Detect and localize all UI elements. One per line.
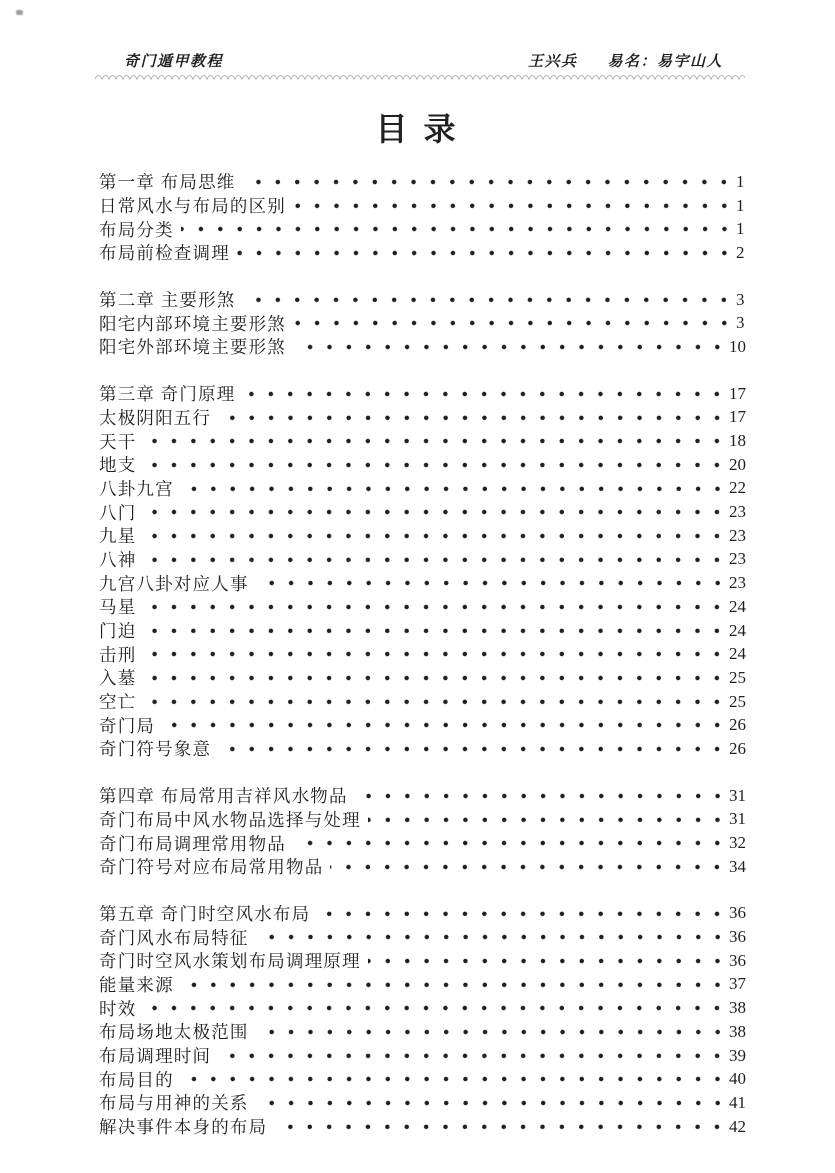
toc-entry-page: 34 <box>729 856 746 876</box>
toc-entry-page: 23 <box>729 549 746 569</box>
toc-title: 目 录 <box>375 111 460 147</box>
dot-leader <box>143 666 728 690</box>
toc-entry-page: 25 <box>729 667 746 687</box>
toc-entry <box>99 642 746 666</box>
toc-entry-label: 奇门布局调理常用物品 <box>99 833 286 854</box>
toc-entry-label: 击刑 <box>99 644 137 665</box>
dot-leader <box>242 382 728 406</box>
toc-entry <box>99 335 746 359</box>
dot-leader <box>181 1067 728 1091</box>
toc-entry-page: 22 <box>729 478 746 498</box>
dot-leader <box>143 690 728 714</box>
toc-entry <box>99 1044 746 1068</box>
toc-entry-page: 17 <box>729 383 746 403</box>
dot-leader <box>256 1091 728 1115</box>
toc-group <box>99 288 746 359</box>
dot-leader <box>242 288 735 312</box>
toc-entry <box>99 902 746 926</box>
toc-entry-page: 3 <box>736 289 745 309</box>
dot-leader <box>218 406 728 430</box>
toc-entry-label: 布局与用神的关系 <box>99 1093 249 1114</box>
toc-entry-label: 第三章 奇门原理 <box>99 384 236 405</box>
toc-entry-label: 门迫 <box>99 621 137 642</box>
toc-entry-label: 八门 <box>99 502 137 523</box>
toc-entry <box>99 382 746 406</box>
toc-entry <box>99 619 746 643</box>
toc-entry <box>99 477 746 501</box>
toc-entry-page: 25 <box>729 691 746 711</box>
toc-group <box>99 382 746 761</box>
toc-entry-page: 32 <box>729 833 746 853</box>
toc-entry-page: 40 <box>729 1069 746 1089</box>
dot-leader <box>181 973 728 997</box>
toc-entry-page: 42 <box>729 1116 746 1136</box>
toc-entry-page: 23 <box>729 525 746 545</box>
toc-entry-page: 31 <box>729 785 746 805</box>
toc-entry-label: 太极阴阳五行 <box>99 407 212 428</box>
toc-entry <box>99 453 746 477</box>
toc-entry-label: 第二章 主要形煞 <box>99 290 236 311</box>
toc-entry-page: 38 <box>729 1021 746 1041</box>
toc-entry-page: 2 <box>736 242 745 262</box>
toc <box>99 170 746 1138</box>
dot-leader <box>256 1020 728 1044</box>
author-alias: 易名：易宇山人 <box>607 54 723 70</box>
dot-leader <box>256 571 728 595</box>
toc-entry <box>99 170 746 194</box>
toc-entry-page: 36 <box>729 903 746 923</box>
dot-leader <box>143 996 728 1020</box>
toc-entry-label: 奇门符号对应布局常用物品 <box>99 857 324 878</box>
toc-entry-page: 41 <box>729 1092 746 1112</box>
dot-leader <box>330 855 728 879</box>
dot-leader <box>181 477 728 501</box>
toc-entry-page: 26 <box>729 738 746 758</box>
toc-entry <box>99 1091 746 1115</box>
toc-entry-label: 马星 <box>99 597 137 618</box>
dot-leader <box>162 713 728 737</box>
dot-leader <box>368 808 728 832</box>
toc-entry-label: 解决事件本身的布局 <box>99 1117 268 1138</box>
toc-entry <box>99 406 746 430</box>
toc-entry-label: 奇门局 <box>99 715 156 736</box>
toc-entry-label: 阳宅内部环境主要形煞 <box>99 313 286 334</box>
toc-entry-label: 时效 <box>99 998 137 1019</box>
toc-entry-page: 24 <box>729 620 746 640</box>
toc-entry <box>99 949 746 973</box>
toc-entry <box>99 666 746 690</box>
toc-entry <box>99 855 746 879</box>
dot-leader <box>256 925 728 949</box>
toc-entry <box>99 429 746 453</box>
toc-entry-label: 布局前检查调理 <box>99 243 230 264</box>
toc-entry-page: 18 <box>729 431 746 451</box>
toc-entry <box>99 524 746 548</box>
toc-group <box>99 170 746 265</box>
dot-leader <box>293 194 735 218</box>
toc-entry-label: 天干 <box>99 431 137 452</box>
toc-entry <box>99 925 746 949</box>
toc-entry-label: 九宫八卦对应人事 <box>99 573 249 594</box>
toc-entry-label: 地支 <box>99 455 137 476</box>
toc-entry-page: 1 <box>736 195 745 215</box>
dot-leader <box>293 831 728 855</box>
dot-leader <box>368 949 728 973</box>
dot-leader <box>355 784 728 808</box>
toc-entry-page: 1 <box>736 171 745 191</box>
toc-entry-page: 1 <box>736 219 745 239</box>
dot-leader <box>242 170 735 194</box>
toc-entry-label: 奇门布局中风水物品选择与处理 <box>99 809 361 830</box>
toc-entry-page: 10 <box>729 336 746 356</box>
toc-entry-page: 37 <box>729 974 746 994</box>
toc-entry <box>99 571 746 595</box>
toc-entry-label: 空亡 <box>99 692 137 713</box>
toc-entry-page: 39 <box>729 1045 746 1065</box>
dot-leader <box>143 619 728 643</box>
toc-group <box>99 902 746 1139</box>
toc-entry <box>99 500 746 524</box>
toc-entry <box>99 217 746 241</box>
dot-leader <box>293 335 728 359</box>
toc-entry <box>99 595 746 619</box>
toc-entry <box>99 713 746 737</box>
toc-entry-label: 第一章 布局思维 <box>99 172 236 193</box>
toc-entry-page: 36 <box>729 927 746 947</box>
toc-entry-page: 20 <box>729 454 746 474</box>
dot-leader <box>143 595 728 619</box>
dot-leader <box>143 548 728 572</box>
dot-leader <box>218 737 728 761</box>
toc-group <box>99 784 746 879</box>
book-title: 奇门遁甲教程 <box>124 54 224 70</box>
toc-entry <box>99 1020 746 1044</box>
toc-entry-page: 36 <box>729 950 746 970</box>
toc-entry-label: 八卦九宫 <box>99 478 174 499</box>
header-author-block <box>528 50 723 71</box>
dot-leader <box>293 311 735 335</box>
dot-leader <box>317 902 728 926</box>
toc-entry-label: 奇门符号象意 <box>99 739 212 760</box>
toc-entry-label: 入墓 <box>99 668 137 689</box>
author-name: 王兴兵 <box>527 54 578 70</box>
toc-entry-label: 日常风水与布局的区别 <box>99 196 286 217</box>
toc-entry-label: 阳宅外部环境主要形煞 <box>99 337 286 358</box>
toc-entry-page: 31 <box>729 809 746 829</box>
toc-entry <box>99 241 746 265</box>
toc-entry-label: 布局分类 <box>99 219 174 240</box>
page-header <box>124 50 723 71</box>
toc-entry-page: 24 <box>729 644 746 664</box>
toc-entry-label: 奇门时空风水策划布局调理原理 <box>99 951 361 972</box>
toc-entry <box>99 194 746 218</box>
toc-entry <box>99 784 746 808</box>
dot-leader <box>143 453 728 477</box>
toc-entry-label: 九星 <box>99 526 137 547</box>
toc-entry <box>99 737 746 761</box>
toc-entry <box>99 808 746 832</box>
toc-entry-label: 八神 <box>99 549 137 570</box>
toc-entry-page: 23 <box>729 573 746 593</box>
toc-entry <box>99 288 746 312</box>
dot-leader <box>218 1044 728 1068</box>
toc-entry-page: 38 <box>729 998 746 1018</box>
toc-entry-page: 3 <box>736 313 745 333</box>
toc-entry-label: 布局场地太极范围 <box>99 1022 249 1043</box>
toc-entry <box>99 831 746 855</box>
toc-entry-page: 24 <box>729 596 746 616</box>
toc-entry <box>99 548 746 572</box>
toc-entry <box>99 973 746 997</box>
toc-entry <box>99 690 746 714</box>
toc-entry-label: 能量来源 <box>99 974 174 995</box>
dot-leader <box>143 524 728 548</box>
dot-leader <box>143 500 728 524</box>
dot-leader <box>143 429 728 453</box>
toc-entry <box>99 311 746 335</box>
toc-entry-label: 布局调理时间 <box>99 1046 212 1067</box>
dot-leader <box>181 217 735 241</box>
toc-entry-label: 第五章 奇门时空风水布局 <box>99 903 311 924</box>
toc-entry-label: 奇门风水布局特征 <box>99 927 249 948</box>
toc-entry <box>99 996 746 1020</box>
toc-entry-page: 17 <box>729 407 746 427</box>
toc-entry <box>99 1067 746 1091</box>
dot-leader <box>143 642 728 666</box>
dot-leader <box>274 1115 728 1139</box>
toc-entry-label: 第四章 布局常用吉祥风水物品 <box>99 786 348 807</box>
dot-leader <box>237 241 735 265</box>
toc-entry-page: 23 <box>729 502 746 522</box>
wavy-divider <box>94 70 745 84</box>
scan-speck <box>16 10 23 15</box>
toc-entry-label: 布局目的 <box>99 1069 174 1090</box>
toc-entry-page: 26 <box>729 715 746 735</box>
toc-entry <box>99 1115 746 1139</box>
